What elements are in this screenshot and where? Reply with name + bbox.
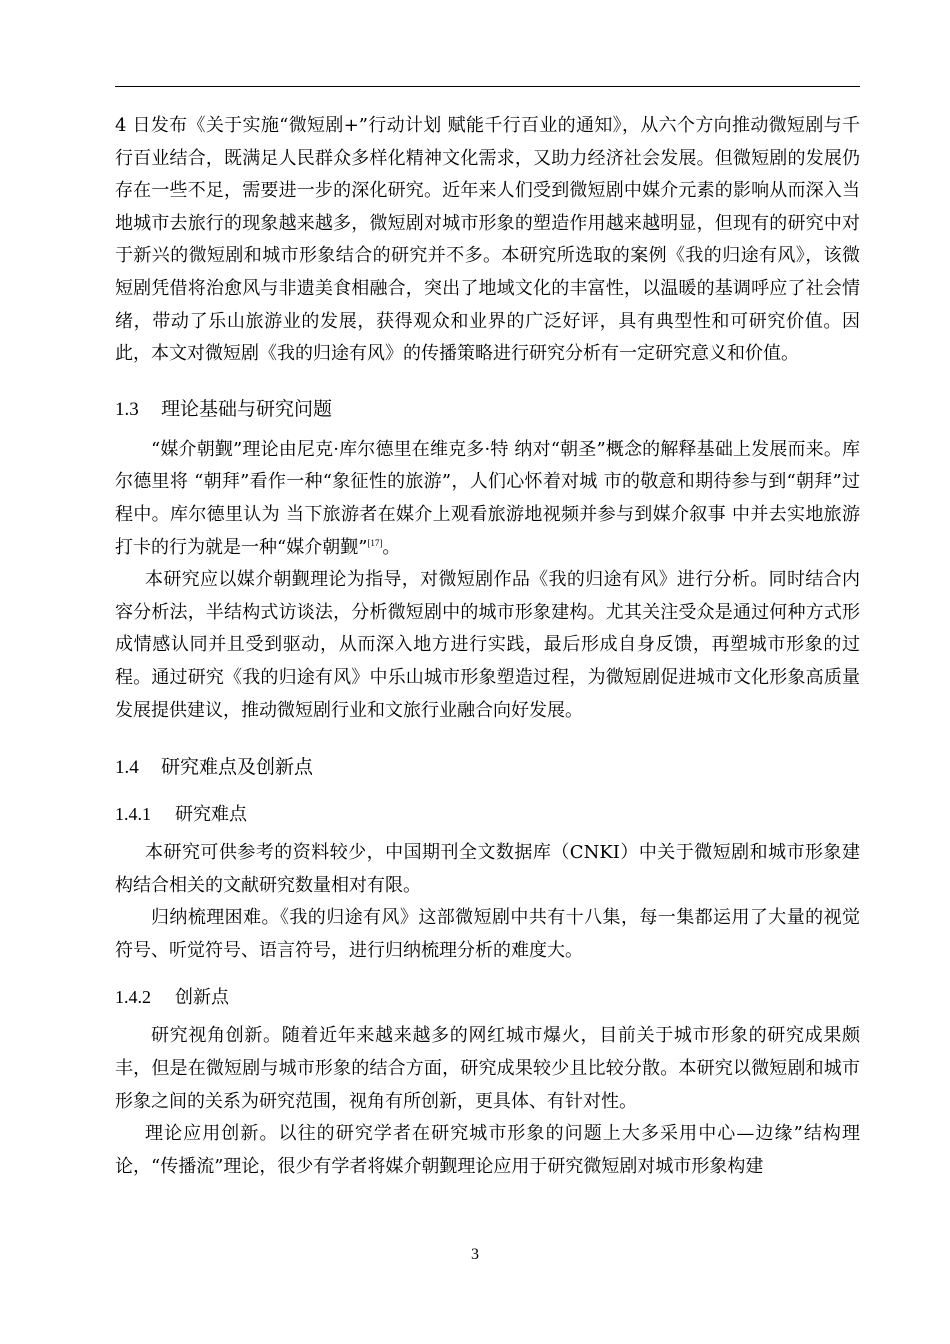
section-number: 1.3 <box>115 398 139 420</box>
page-number: 3 <box>471 1246 479 1263</box>
intro-paragraph: 4 日发布《关于实施“微短剧+”行动计划 赋能千行百业的通知》，从六个方向推动微短剧与千行百业结合，既满足人民群众多样化精神文化需求，又助力经济社会发展。但微短剧的发展仍存在一些不足，需要进一步的深化研究。近年来人们受到微短剧中媒介元素的影响从而深入当地城市去旅行的现象越来越多，微短剧对城市形象的塑造作用越来越明显，但现有的研究中对于新兴的微短剧和城市形象结合的研究并不多。本研究所选取的案例《我的归途有风》，该微短剧凭借将治愈风与非遗美食相融合，突出了地域文化的丰富性，以温暖的基调呼应了社会情绪，带动了乐山旅游业的发展，获得观众和业界的广泛好评，具有典型性和可研究价值。因此，本文对微短剧《我的归途有风》的传播策略进行研究分析有一定研究意义和价值。 <box>115 115 860 365</box>
subsection-title: 创新点 <box>175 987 229 1009</box>
theory-end: 。 <box>382 536 401 558</box>
difficulty-paragraph-2: 归纳梳理困难。《我的归途有风》这部微短剧中共有十八集，每一集都运用了大量的视觉符号、听觉符号、语言符号，进行归纳梳理分析的难度大。 <box>115 907 860 961</box>
section-number: 1.4 <box>115 757 139 779</box>
subsection-number: 1.4.2 <box>115 987 151 1008</box>
subsection-number: 1.4.1 <box>115 804 151 825</box>
section-title: 理论基础与研究问题 <box>161 397 333 420</box>
citation-marker: [17] <box>367 537 383 548</box>
subsection-heading-1-4-2 <box>115 981 860 1014</box>
section-title: 研究难点及创新点 <box>161 756 314 779</box>
difficulty-paragraph-1: 本研究可供参考的资料较少，中国期刊全文数据库（CNKI）中关于微短剧和城市形象建构结合相关的文献研究数量相对有限。 <box>115 842 860 896</box>
header-rule <box>115 86 860 87</box>
section-heading-1-4 <box>115 751 860 784</box>
subsection-heading-1-4-1 <box>115 798 860 831</box>
theory-text: “媒介朝觐”理论由尼克·库尔德里在维克多·特 纳对“朝圣”概念的解释基础上发展而来。库尔德里将 “朝拜”看作一种“象征性的旅游”，人们心怀着对城 市的敬意和期待参与到“朝拜”过程中。库尔德里认为 当下旅游者在媒介上观看旅游地视频并参与到媒介叙事 中并去实地旅游打卡的行为就是一种“媒介朝觐” <box>115 438 860 558</box>
subsection-title: 研究难点 <box>175 804 247 826</box>
page-content <box>115 110 860 1183</box>
theory-paragraph <box>115 434 860 564</box>
innovation-paragraph-2: 理论应用创新。以往的研究学者在研究城市形象的问题上大多采用中心—边缘”结构理论，“传播流”理论，很少有学者将媒介朝觐理论应用于研究微短剧对城市形象构建 <box>115 1123 860 1177</box>
innovation-paragraph-1: 研究视角创新。随着近年来越来越多的网红城市爆火，目前关于城市形象的研究成果颇丰，但是在微短剧与城市形象的结合方面，研究成果较少且比较分散。本研究以微短剧和城市形象之间的关系为研究范围，视角有所创新，更具体、有针对性。 <box>115 1025 860 1112</box>
research-paragraph: 本研究应以媒介朝觐理论为指导，对微短剧作品《我的归途有风》进行分析。同时结合内容分析法，半结构式访谈法，分析微短剧中的城市形象建构。尤其关注受众是通过何种方式形成情感认同并且受到驱动，从而深入地方进行实践，最后形成自身反馈，再塑城市形象的过程。通过研究《我的归途有风》中乐山城市形象塑造过程，为微短剧促进城市文化形象高质量发展提供建议，推动微短剧行业和文旅行业融合向好发展。 <box>115 569 860 721</box>
section-heading-1-3 <box>115 393 860 426</box>
